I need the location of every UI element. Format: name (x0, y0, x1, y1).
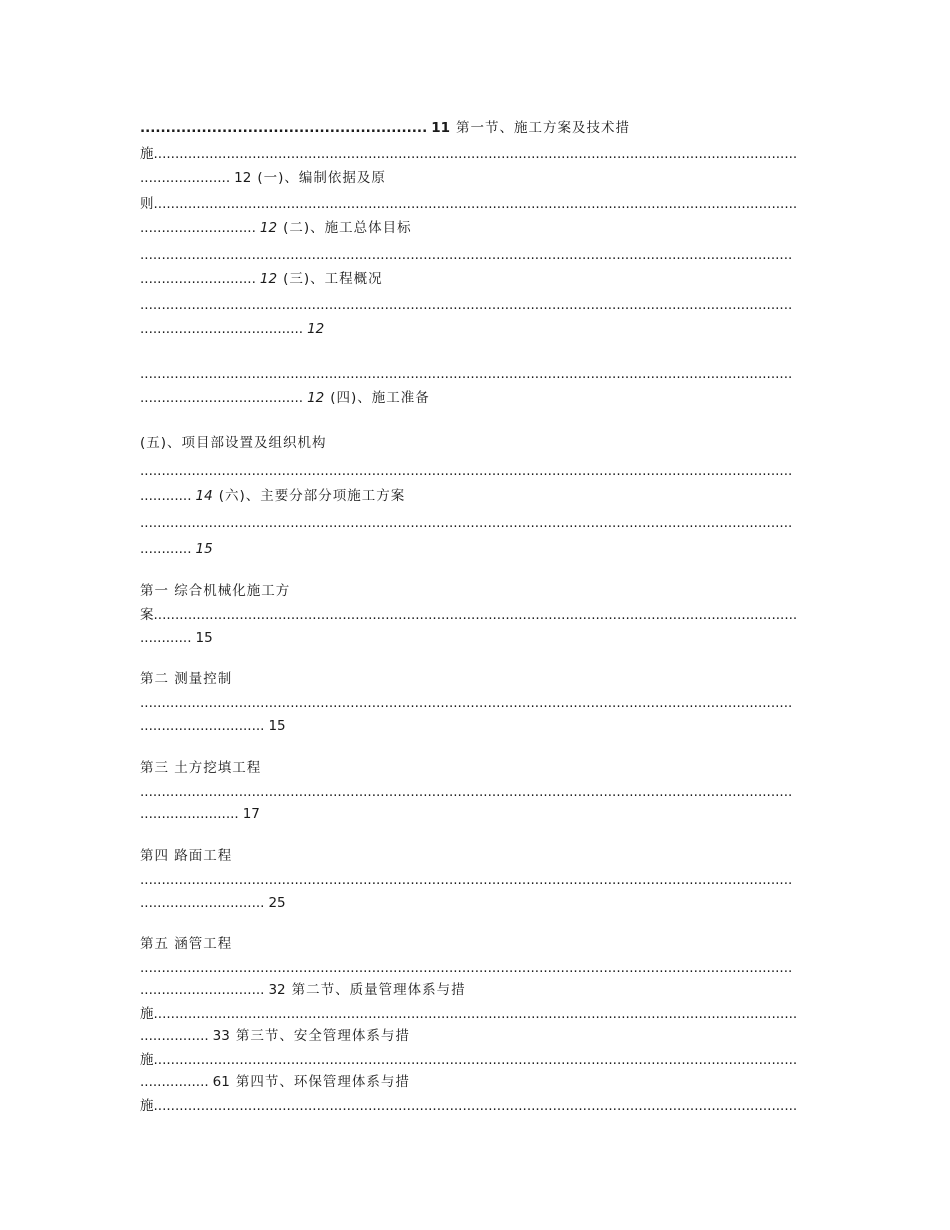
toc-leader: ........................... (140, 271, 256, 287)
toc-line[interactable] (140, 432, 810, 454)
toc-leader: ...................................................................................................................................................... (153, 196, 798, 212)
toc-page-number: 11 (431, 120, 450, 136)
toc-title: 第五 涵管工程 (140, 936, 233, 952)
toc-line[interactable] (140, 117, 810, 139)
toc-leader: ........................................................................................................................................................ (140, 247, 793, 263)
toc-line[interactable] (140, 845, 810, 867)
toc-leader: ..................... (140, 170, 231, 186)
toc-title: 第一 综合机械化施工方 (140, 583, 291, 599)
toc-page-number: 32 (268, 982, 286, 998)
toc-page-number: 15 (195, 630, 213, 646)
toc-leader: ................ (140, 1028, 209, 1044)
toc-page-number: 14 (195, 488, 213, 504)
toc-title: 第三 土方挖填工程 (140, 760, 262, 776)
toc-page-number: 12 (259, 220, 278, 236)
toc-page-number: 15 (195, 541, 213, 557)
toc-line[interactable] (140, 715, 810, 737)
toc-leader: ........................................................................................................................................................ (140, 297, 793, 313)
toc-line[interactable] (140, 979, 810, 1001)
toc-line[interactable] (140, 538, 810, 560)
toc-leader: ........................................................................................................................................................ (140, 366, 793, 382)
toc-page-number: 25 (268, 895, 286, 911)
toc-page-number: 12 (307, 321, 325, 337)
toc-page-number: 12 (234, 170, 252, 186)
toc-title-tail: 案 (140, 607, 154, 623)
toc-title: 第四节、环保管理体系与措 (235, 1074, 410, 1090)
toc-leader: ............................. (140, 982, 265, 998)
toc-leader: ................ (140, 1074, 209, 1090)
toc-leader: ...................................................................................................................................................... (153, 1098, 798, 1114)
toc-line[interactable] (140, 957, 810, 979)
toc-line[interactable] (140, 244, 810, 266)
toc-leader: ............ (140, 541, 192, 557)
toc-title-tail: 则 (140, 196, 154, 212)
toc-page-number: 33 (212, 1028, 230, 1044)
toc-leader: ...................................................................................................................................................... (153, 1052, 798, 1068)
toc-leader: ...................................... (140, 321, 304, 337)
toc-line[interactable] (140, 869, 810, 891)
toc-line[interactable] (140, 933, 810, 955)
toc-leader: ........................................................................................................................................................ (140, 515, 793, 531)
toc-line[interactable] (140, 485, 810, 507)
toc-line[interactable] (140, 668, 810, 690)
toc-page-number: 17 (242, 806, 260, 822)
toc-leader: ........................................................................................................................................................ (140, 463, 793, 479)
toc-line[interactable] (140, 294, 810, 316)
toc-title-tail: 施 (140, 1052, 154, 1068)
toc-leader: ....................... (140, 806, 239, 822)
toc-line[interactable] (140, 460, 810, 482)
toc-line[interactable] (140, 387, 810, 409)
toc-line[interactable] (140, 580, 810, 602)
toc-title-tail: 施 (140, 1098, 154, 1114)
toc-page-number: 12 (259, 271, 278, 287)
toc-title: 第二节、质量管理体系与措 (291, 982, 466, 998)
toc-line[interactable] (140, 363, 810, 385)
toc-title: 第四 路面工程 (140, 848, 233, 864)
toc-title: (二)、施工总体目标 (283, 220, 412, 236)
toc-line[interactable] (140, 318, 810, 340)
toc-line[interactable] (140, 1071, 810, 1093)
toc-page-number: 15 (268, 718, 286, 734)
toc-line[interactable] (140, 217, 810, 239)
toc-line[interactable] (140, 143, 810, 165)
toc-title-tail: 施 (140, 1006, 154, 1022)
toc-line[interactable] (140, 1025, 810, 1047)
toc-line[interactable] (140, 268, 810, 290)
toc-leader: ........................................................................................................................................................ (140, 960, 793, 976)
toc-title: (四)、施工准备 (330, 390, 430, 406)
toc-line[interactable] (140, 892, 810, 914)
toc-leader: ........................................................................................................................................................ (140, 784, 793, 800)
toc-page-number: 61 (212, 1074, 230, 1090)
toc-title: 第一节、施工方案及技术措 (456, 120, 630, 136)
toc-line[interactable] (140, 1095, 810, 1117)
toc-line[interactable] (140, 604, 810, 626)
toc-line[interactable] (140, 627, 810, 649)
toc-leader: ...................................................................................................................................................... (153, 607, 798, 623)
toc-line[interactable] (140, 167, 810, 189)
toc-leader: ........................................................................................................................................................ (140, 695, 793, 711)
toc-line[interactable] (140, 1003, 810, 1025)
toc-line[interactable] (140, 757, 810, 779)
toc-leader: ............ (140, 488, 192, 504)
toc-title-tail: 施 (140, 146, 154, 162)
toc-leader: ...................................... (140, 390, 304, 406)
toc-line[interactable] (140, 1049, 810, 1071)
toc-leader: ............ (140, 630, 192, 646)
toc-title: (六)、主要分部分项施工方案 (218, 488, 406, 504)
toc-page-number: 12 (307, 390, 325, 406)
toc-title: 第二 测量控制 (140, 671, 233, 687)
toc-leader: ...................................................................................................................................................... (153, 1006, 798, 1022)
toc-leader: ...................................................................................................................................................... (153, 146, 798, 162)
toc-leader: ............................. (140, 895, 265, 911)
toc-title: (五)、项目部设置及组织机构 (140, 435, 327, 451)
toc-title: 第三节、安全管理体系与措 (235, 1028, 410, 1044)
toc-leader: ........................... (140, 220, 256, 236)
toc-leader: ........................................................................................................................................................ (140, 872, 793, 888)
toc-line[interactable] (140, 193, 810, 215)
toc-title: (三)、工程概况 (283, 271, 383, 287)
toc-title: (一)、编制依据及原 (257, 170, 386, 186)
toc-line[interactable] (140, 692, 810, 714)
toc-leader: ........................................................ (140, 120, 428, 136)
toc-line[interactable] (140, 512, 810, 534)
toc-line[interactable] (140, 803, 810, 825)
toc-line[interactable] (140, 781, 810, 803)
toc-leader: ............................. (140, 718, 265, 734)
